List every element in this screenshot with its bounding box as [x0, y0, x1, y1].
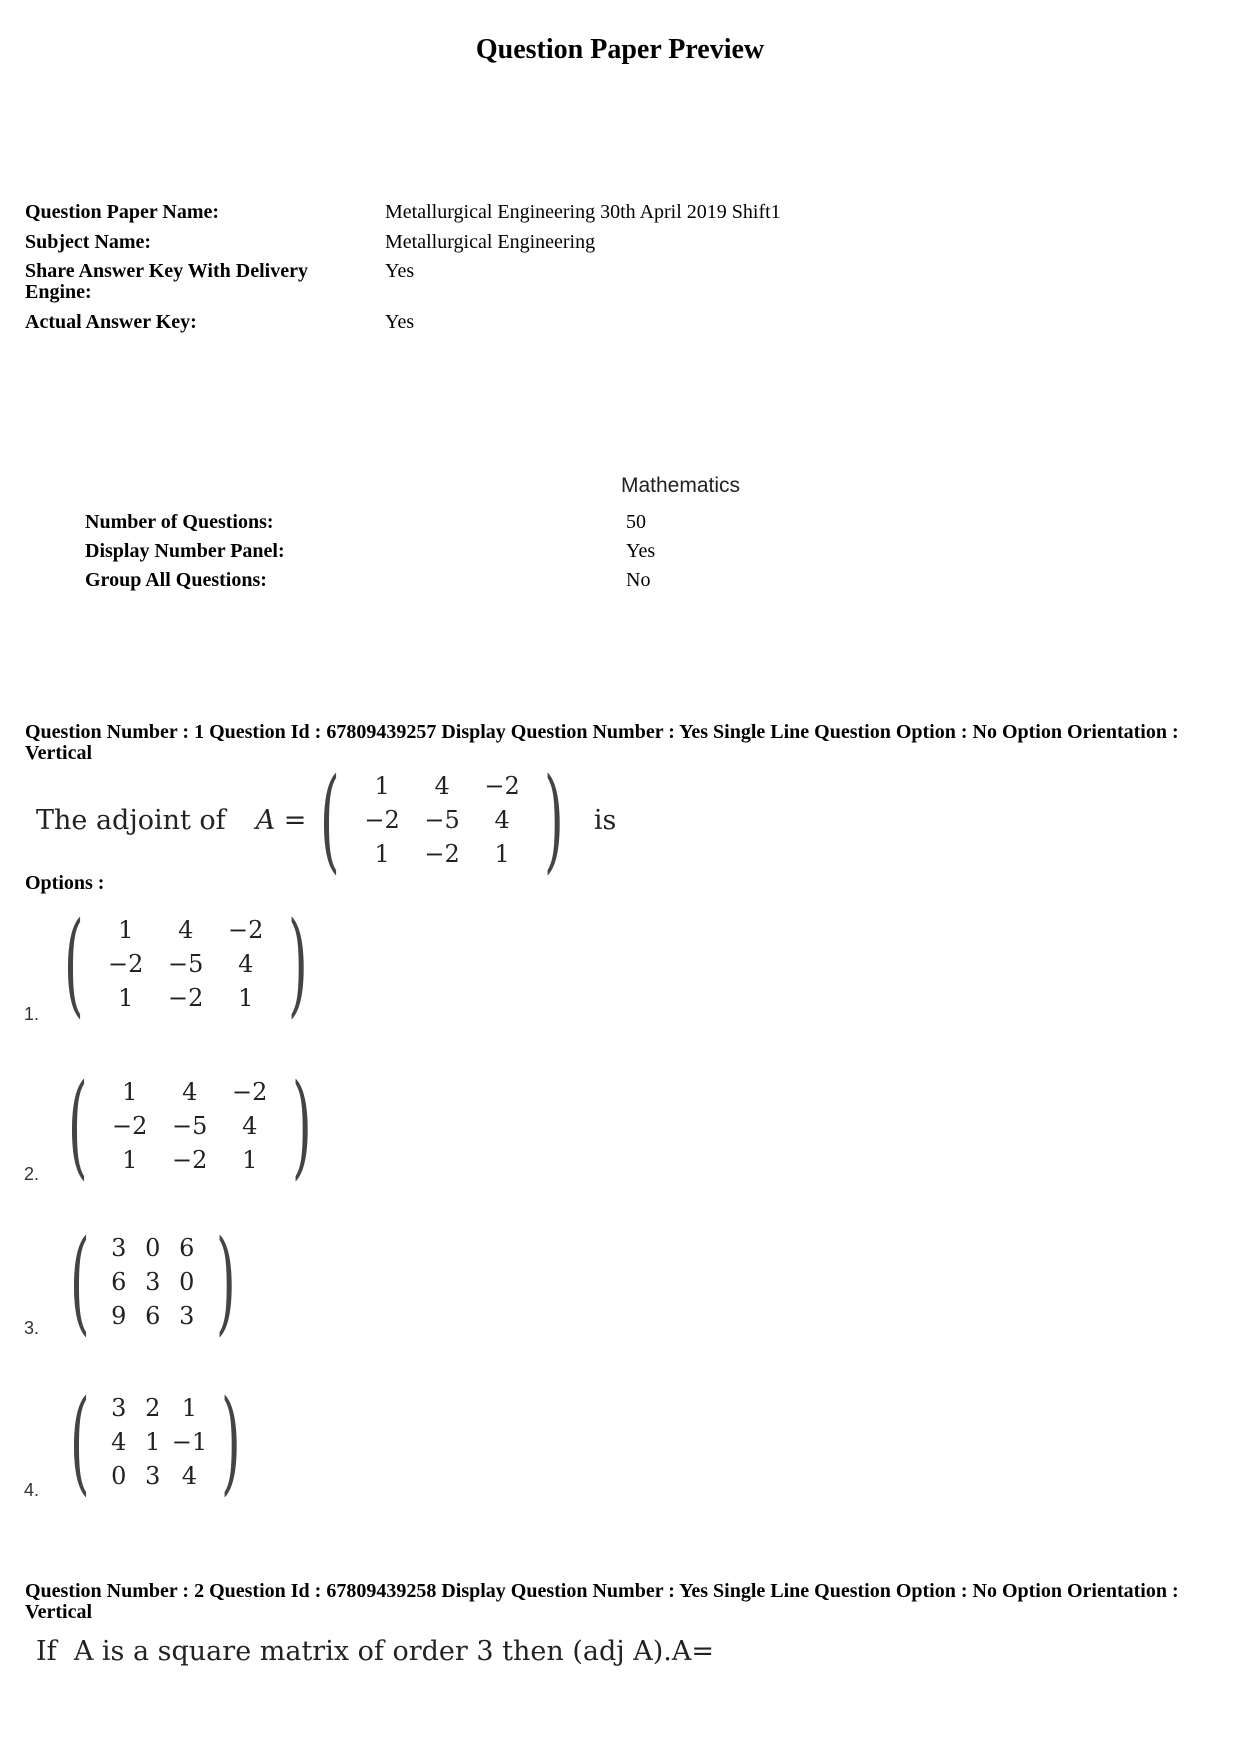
matrix-cell: 1: [145, 1428, 161, 1456]
page-title: Question Paper Preview: [475, 34, 765, 65]
question-2-header: Question Number : 2 Question Id : 67809439258 Display Question Number : Yes Single Line Question Option : No Option Orientation : Vertical: [25, 1580, 1179, 1623]
matrix-cell: 6: [111, 1268, 127, 1296]
matrix-cell: 1: [242, 1146, 258, 1174]
matrix-cell: 4: [494, 806, 510, 834]
matrix-cell: −2: [364, 806, 400, 834]
matrix-cell: 0: [145, 1234, 161, 1262]
option-4-number: 4.: [24, 1480, 40, 1500]
option-3-matrix: ( 3 0 6 6 3 0 9 6 3 ): [70, 1217, 236, 1347]
matrix-cell: −2: [168, 984, 204, 1012]
matrix-cell: 4: [181, 1462, 198, 1490]
section-name: Mathematics: [621, 474, 741, 497]
matrix-cell: 0: [111, 1462, 127, 1490]
option-3[interactable]: [58, 1217, 247, 1347]
matrix-cell: −2: [172, 1146, 208, 1174]
matrix-cell: 2: [145, 1394, 161, 1422]
matrix-cell: 4: [434, 772, 450, 800]
matrix-cell: −2: [484, 772, 520, 800]
matrix-cell: 4: [111, 1428, 127, 1456]
option-1-matrix: ( 1 4 −2 −2 −5 4 1 −2 1 ): [64, 899, 308, 1029]
matrix-cell: 3: [111, 1234, 127, 1262]
matrix-cell: 4: [238, 950, 254, 978]
matrix-cell: −5: [168, 950, 204, 978]
number-of-questions-label: Number of Questions:: [85, 511, 274, 533]
option-2[interactable]: [56, 1061, 323, 1191]
matrix-cell: 3: [145, 1268, 161, 1296]
matrix-cell: 1: [122, 1146, 138, 1174]
display-number-panel-value: Yes: [626, 540, 656, 562]
matrix-cell: 1: [122, 1078, 138, 1106]
matrix-cell: 1: [181, 1394, 198, 1422]
matrix-cell: 4: [178, 916, 194, 944]
option-3-number: 3.: [24, 1318, 40, 1338]
question-2-stem: If A is a square matrix of order 3 then (adj A).A=: [36, 1636, 714, 1667]
display-number-panel-label: Display Number Panel:: [85, 540, 285, 562]
matrix-cell: −2: [112, 1112, 148, 1140]
matrix-cell: −2: [424, 840, 460, 868]
group-all-questions-value: No: [626, 569, 651, 591]
option-2-matrix: ( 1 4 −2 −2 −5 4 1 −2 1 ): [68, 1061, 312, 1191]
matrix-cell: −2: [228, 916, 264, 944]
matrix-cell: 6: [179, 1234, 195, 1262]
matrix-cell: 3: [111, 1394, 127, 1422]
subject-name-value: Metallurgical Engineering: [385, 231, 596, 253]
option-2-number: 2.: [24, 1164, 40, 1184]
option-4[interactable]: [58, 1377, 253, 1507]
matrix-cell: 3: [179, 1302, 195, 1330]
matrix-cell: 1: [118, 984, 134, 1012]
option-1[interactable]: [52, 899, 319, 1029]
actual-answer-key-label: Actual Answer Key:: [25, 311, 197, 333]
question-1-stem-var: A =: [255, 804, 307, 836]
matrix-cell: 0: [179, 1268, 195, 1296]
question-1-stem-suffix: is: [593, 804, 617, 836]
matrix-cell: 6: [145, 1302, 161, 1330]
matrix-cell: 4: [242, 1112, 258, 1140]
matrix-cell: 1: [374, 772, 390, 800]
matrix-cell: −1: [171, 1428, 208, 1456]
question-1-stem-matrix: ( 1 4 −2 −2 −5 4 1 −2 1 ): [320, 755, 564, 885]
share-answer-key-value: Yes: [385, 260, 415, 282]
options-label: Options :: [25, 872, 105, 894]
paper-name-value: Metallurgical Engineering 30th April 2019 Shift1: [385, 201, 781, 223]
share-answer-key-label: Share Answer Key With Delivery Engine:: [25, 260, 308, 303]
matrix-cell: 1: [374, 840, 390, 868]
number-of-questions-value: 50: [626, 511, 646, 533]
option-1-number: 1.: [24, 1004, 40, 1024]
actual-answer-key-value: Yes: [385, 311, 415, 333]
matrix-cell: 1: [238, 984, 254, 1012]
subject-name-label: Subject Name:: [25, 231, 152, 253]
question-1-stem-prefix: The adjoint of: [36, 804, 226, 836]
option-4-matrix: ( 3 2 1 4 1 −1 0 3 4 ): [70, 1377, 241, 1507]
matrix-cell: 9: [111, 1302, 127, 1330]
matrix-cell: −5: [172, 1112, 208, 1140]
matrix-cell: 1: [118, 916, 134, 944]
matrix-cell: −2: [232, 1078, 268, 1106]
group-all-questions-label: Group All Questions:: [85, 569, 267, 591]
question-1-header: Question Number : 1 Question Id : 67809439257 Display Question Number : Yes Single Line Question Option : No Option Orientation : Vertical: [25, 721, 1179, 764]
matrix-cell: 1: [494, 840, 510, 868]
matrix-cell: −2: [108, 950, 144, 978]
matrix-cell: −5: [424, 806, 460, 834]
matrix-cell: 3: [145, 1462, 161, 1490]
paper-name-label: Question Paper Name:: [25, 201, 220, 223]
matrix-cell: 4: [182, 1078, 198, 1106]
